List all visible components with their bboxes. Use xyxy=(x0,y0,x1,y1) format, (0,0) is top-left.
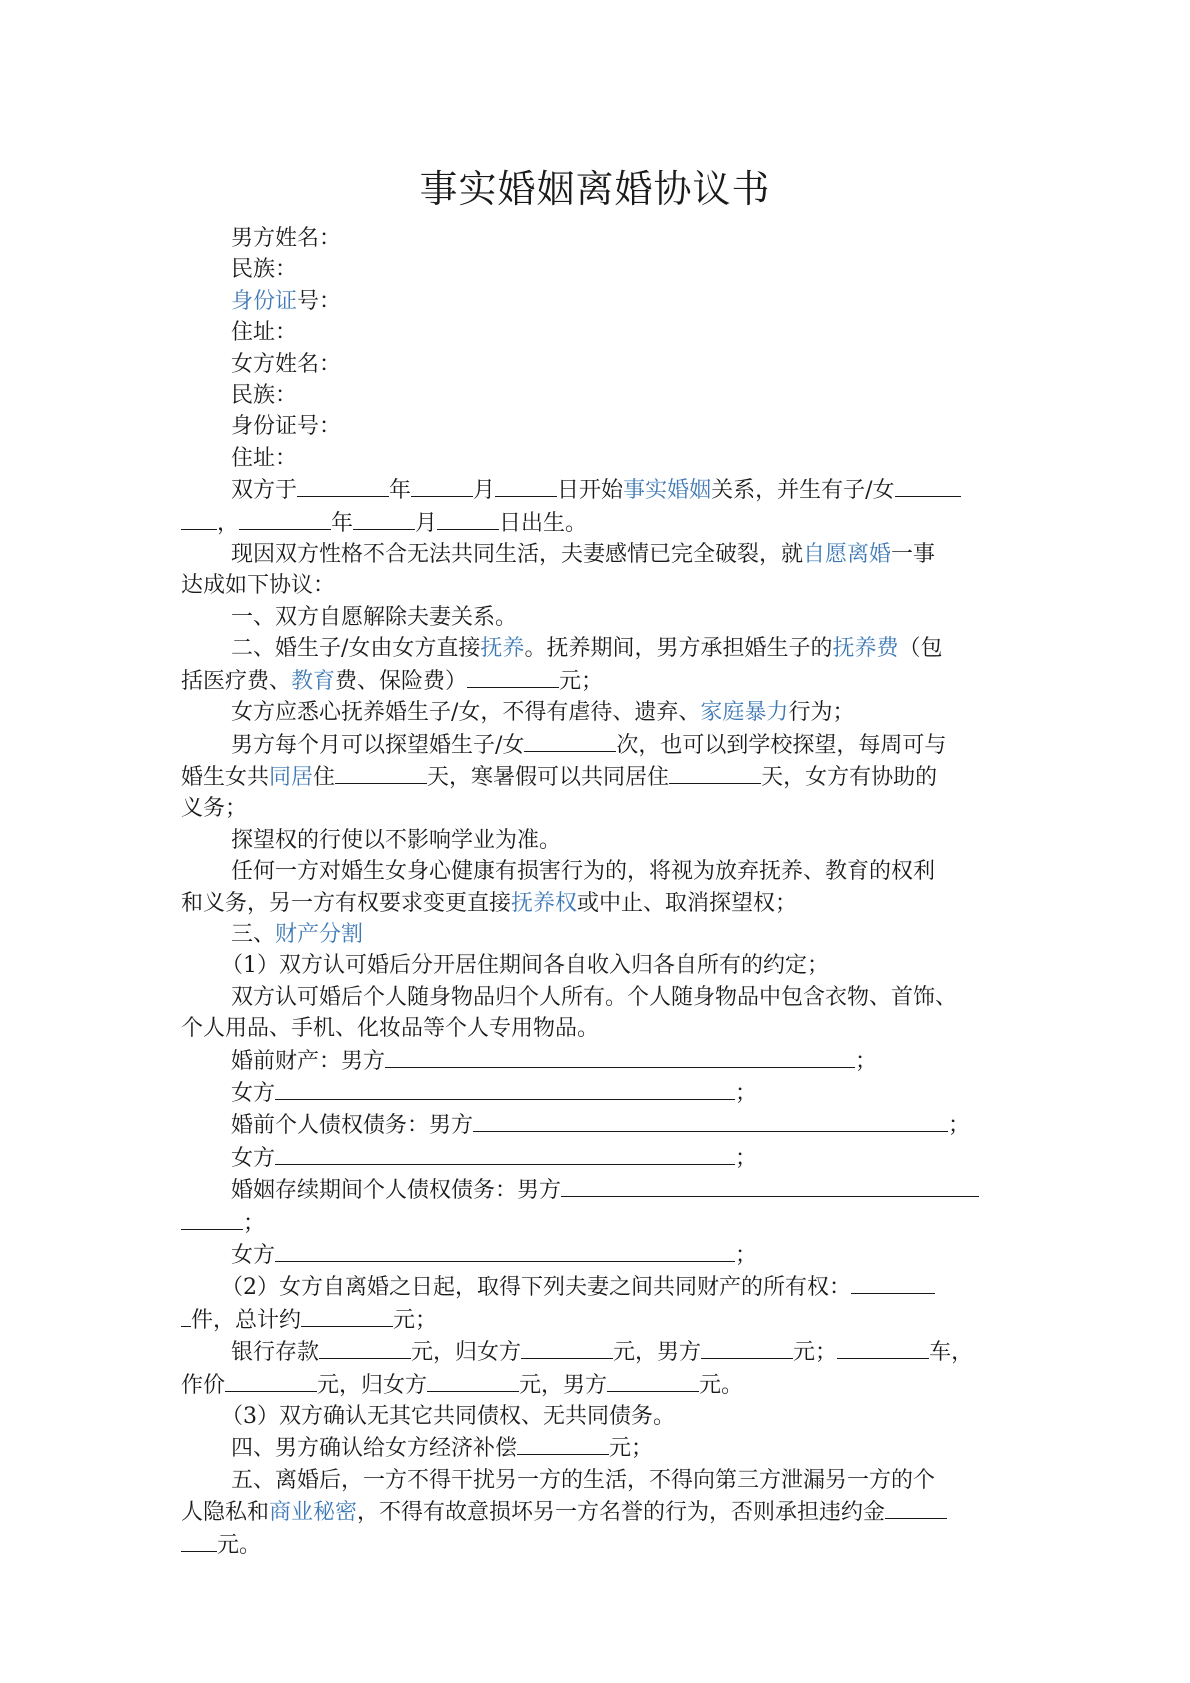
text: ； xyxy=(735,1145,758,1171)
text: 行为； xyxy=(788,700,855,726)
premarital-debt-man xyxy=(181,1109,1016,1141)
text: 住 xyxy=(313,764,336,790)
blank-birth-day xyxy=(437,507,499,530)
text: 月 xyxy=(473,478,496,504)
man-ethnicity-line: 民族： xyxy=(231,257,298,283)
blank-birth-year xyxy=(239,507,331,530)
text: 费、保险费） xyxy=(335,668,468,694)
care-paragraph xyxy=(181,697,1016,728)
harm-paragraph-line2 xyxy=(181,888,1016,919)
blank-weekly-days xyxy=(335,761,427,784)
text: 婚前财产：男方 xyxy=(231,1048,386,1074)
sub-item-2-line2 xyxy=(181,1304,1016,1336)
text: 件，总计约 xyxy=(191,1307,302,1333)
marriage-debt-man-line2 xyxy=(181,1207,1016,1239)
item-2-line1 xyxy=(181,633,1016,664)
blank-birth-month xyxy=(353,507,415,530)
item-1: 一、双方自愿解除夫妻关系。 xyxy=(231,604,518,630)
text: 一事 xyxy=(891,542,936,568)
blank-car xyxy=(837,1336,929,1359)
text: 日开始 xyxy=(557,478,624,504)
personal-items-line1: 双方认可婚后个人随身物品归个人所有。个人随身物品中包含衣物、首饰、 xyxy=(231,984,958,1010)
blank-car-woman xyxy=(427,1369,519,1392)
text: 元； xyxy=(559,668,604,694)
text: 和义务，另一方有权要求变更直接 xyxy=(181,890,512,916)
text: 年 xyxy=(331,510,354,536)
trade-secret-link[interactable]: 商业秘密 xyxy=(269,1500,358,1526)
man-id-label: 号： xyxy=(297,288,342,314)
blank-marriage-debt-man xyxy=(561,1174,979,1197)
premarital-property-man xyxy=(181,1045,1016,1077)
text: （包 xyxy=(898,636,943,662)
blank-day xyxy=(495,474,557,497)
reason-paragraph-line2: 达成如下协议： xyxy=(181,573,336,599)
text: 双方于 xyxy=(231,478,298,504)
blank-year xyxy=(297,474,389,497)
woman-id-line: 身份证号： xyxy=(231,414,342,440)
text: 元； xyxy=(393,1307,438,1333)
blank-item-count xyxy=(851,1271,935,1294)
text: 元，归女方 xyxy=(411,1340,522,1366)
woman-ethnicity-line: 民族： xyxy=(231,383,298,409)
premarital-property-woman xyxy=(181,1077,1016,1109)
item-3 xyxy=(181,919,1016,950)
cohabit-link[interactable]: 同居 xyxy=(269,764,314,790)
custody-right-link[interactable]: 抚养权 xyxy=(511,890,578,916)
visit-paragraph-line2 xyxy=(181,761,1016,793)
text: 车， xyxy=(929,1340,974,1366)
blank-support-amount xyxy=(467,665,559,688)
blank-premarital-man xyxy=(385,1045,855,1068)
text: 女方 xyxy=(231,1243,276,1268)
cohabitation-paragraph-line1 xyxy=(181,474,1016,506)
text: 男方每个月可以探望婚生子/女 xyxy=(231,732,525,758)
de-facto-marriage-link[interactable]: 事实婚姻 xyxy=(623,478,712,504)
text: 婚生女共 xyxy=(181,764,270,790)
text: 元，男方 xyxy=(613,1340,702,1366)
text: 元； xyxy=(609,1436,654,1462)
text: 天，寒暑假可以共同居住 xyxy=(427,764,670,790)
blank-penalty-cont xyxy=(181,1529,217,1552)
blank-visit-times xyxy=(524,729,616,752)
text: ； xyxy=(735,1243,758,1268)
text: 年 xyxy=(389,478,412,504)
text: 女方 xyxy=(231,1080,276,1106)
blank-penalty xyxy=(885,1496,947,1519)
text: 女方 xyxy=(231,1145,276,1171)
text: 或中止、取消探望权； xyxy=(577,890,798,916)
sub-item-3: （3）双方确认无其它共同债权、无共同债务。 xyxy=(221,1404,675,1430)
text: 元，归女方 xyxy=(317,1372,428,1398)
text: 四、男方确认给女方经济补偿 xyxy=(231,1436,518,1462)
visit-paragraph-line1 xyxy=(181,729,1016,761)
text: 作价 xyxy=(181,1372,226,1398)
text: 女方应悉心抚养婚生子/女，不得有虐待、遗弃、 xyxy=(231,700,701,726)
text: 元，男方 xyxy=(519,1372,608,1398)
text: 元。 xyxy=(217,1532,262,1558)
sub-item-2-line1 xyxy=(181,1271,1016,1303)
blank-car-value xyxy=(225,1369,317,1392)
property-division-link[interactable]: 财产分割 xyxy=(275,921,364,947)
man-address-line: 住址： xyxy=(231,320,298,346)
voluntary-divorce-link[interactable]: 自愿离婚 xyxy=(803,542,892,568)
text: 婚姻存续期间个人债权债务：男方 xyxy=(231,1178,562,1204)
man-name-line: 男方姓名： xyxy=(231,226,342,251)
text: （2）女方自离婚之日起，取得下列夫妻之间共同财产的所有权： xyxy=(221,1275,851,1301)
text: 现因双方性格不合无法共同生活，夫妻感情已完全破裂，就 xyxy=(231,542,804,568)
reason-paragraph-line1 xyxy=(181,539,1016,570)
item-5-line2 xyxy=(181,1496,1016,1528)
blank-marriage-debt-man-cont xyxy=(181,1207,243,1230)
woman-name-line: 女方姓名： xyxy=(231,351,342,377)
item-5-line3 xyxy=(181,1529,1016,1561)
document-body xyxy=(181,223,1016,1561)
visit-rule: 探望权的行使以不影响学业为准。 xyxy=(231,827,562,853)
text: 次，也可以到学校探望，每周可与 xyxy=(616,732,947,758)
text: ； xyxy=(948,1113,971,1139)
blank-marriage-debt-woman xyxy=(275,1239,735,1262)
marriage-debt-man-line1 xyxy=(181,1174,1016,1206)
sub-item-1: （1）双方认可婚后分开居住期间各自收入归各自所有的约定； xyxy=(221,953,829,979)
domestic-violence-link[interactable]: 家庭暴力 xyxy=(700,700,789,726)
blank-month xyxy=(411,474,473,497)
item-4 xyxy=(181,1432,1016,1464)
blank-bank-man xyxy=(701,1336,793,1359)
text: 元； xyxy=(793,1340,838,1366)
text: 。抚养期间，男方承担婚生子的 xyxy=(524,636,833,662)
blank-item-count-cont xyxy=(181,1304,191,1327)
text: 月 xyxy=(415,510,438,536)
blank-premarital-debt-man xyxy=(473,1109,948,1132)
text: 天，女方有协助的 xyxy=(761,764,938,790)
blank-child-cont xyxy=(181,507,217,530)
text: 三、 xyxy=(231,921,276,947)
visit-paragraph-line3: 义务； xyxy=(181,796,248,822)
item-5-line1: 五、离婚后，一方不得干扰另一方的生活，不得向第三方泄漏另一方的个 xyxy=(231,1467,936,1493)
bank-line2 xyxy=(181,1369,1016,1401)
blank-bank-deposit xyxy=(319,1336,411,1359)
document-title: 事实婚姻离婚协议书 xyxy=(419,167,771,211)
education-link[interactable]: 教育 xyxy=(291,668,336,694)
blank-child xyxy=(895,474,961,497)
premarital-debt-woman xyxy=(181,1142,1016,1174)
blank-car-man xyxy=(607,1369,699,1392)
text: 人隐私和 xyxy=(181,1500,270,1526)
blank-compensation xyxy=(517,1432,609,1455)
text: ； xyxy=(243,1210,266,1236)
text: 银行存款 xyxy=(231,1340,320,1366)
man-id-line xyxy=(181,286,1016,317)
text: 婚前个人债权债务：男方 xyxy=(231,1113,474,1139)
text: 关系，并生有子/女 xyxy=(711,478,895,504)
text: 二、婚生子/女由女方直接 xyxy=(231,636,481,662)
custody-link[interactable]: 抚养 xyxy=(480,636,525,662)
blank-premarital-debt-woman xyxy=(275,1142,735,1165)
marriage-debt-woman xyxy=(181,1239,1016,1271)
text: 元。 xyxy=(699,1372,744,1398)
personal-items-line2: 个人用品、手机、化妆品等个人专用物品。 xyxy=(181,1016,600,1042)
cohabitation-paragraph-line2 xyxy=(181,507,1016,539)
bank-line1 xyxy=(181,1336,1016,1368)
woman-address-line: 住址： xyxy=(231,445,298,471)
text: ， xyxy=(217,510,240,536)
id-card-link[interactable]: 身份证 xyxy=(231,288,298,314)
text: ，不得有故意损坏另一方名誉的行为，否则承担违约金 xyxy=(357,1500,886,1526)
item-2-line2 xyxy=(181,665,1016,697)
text: 括医疗费、 xyxy=(181,668,292,694)
text: 日出生。 xyxy=(499,510,588,536)
blank-premarital-woman xyxy=(275,1077,735,1100)
child-support-link[interactable]: 抚养费 xyxy=(832,636,899,662)
blank-bank-woman xyxy=(521,1336,613,1359)
blank-total-amount xyxy=(301,1304,393,1327)
text: ； xyxy=(735,1080,758,1106)
blank-holiday-days xyxy=(669,761,761,784)
text: ； xyxy=(855,1048,878,1074)
harm-paragraph-line1: 任何一方对婚生女身心健康有损害行为的，将视为放弃抚养、教育的权利 xyxy=(231,859,936,885)
